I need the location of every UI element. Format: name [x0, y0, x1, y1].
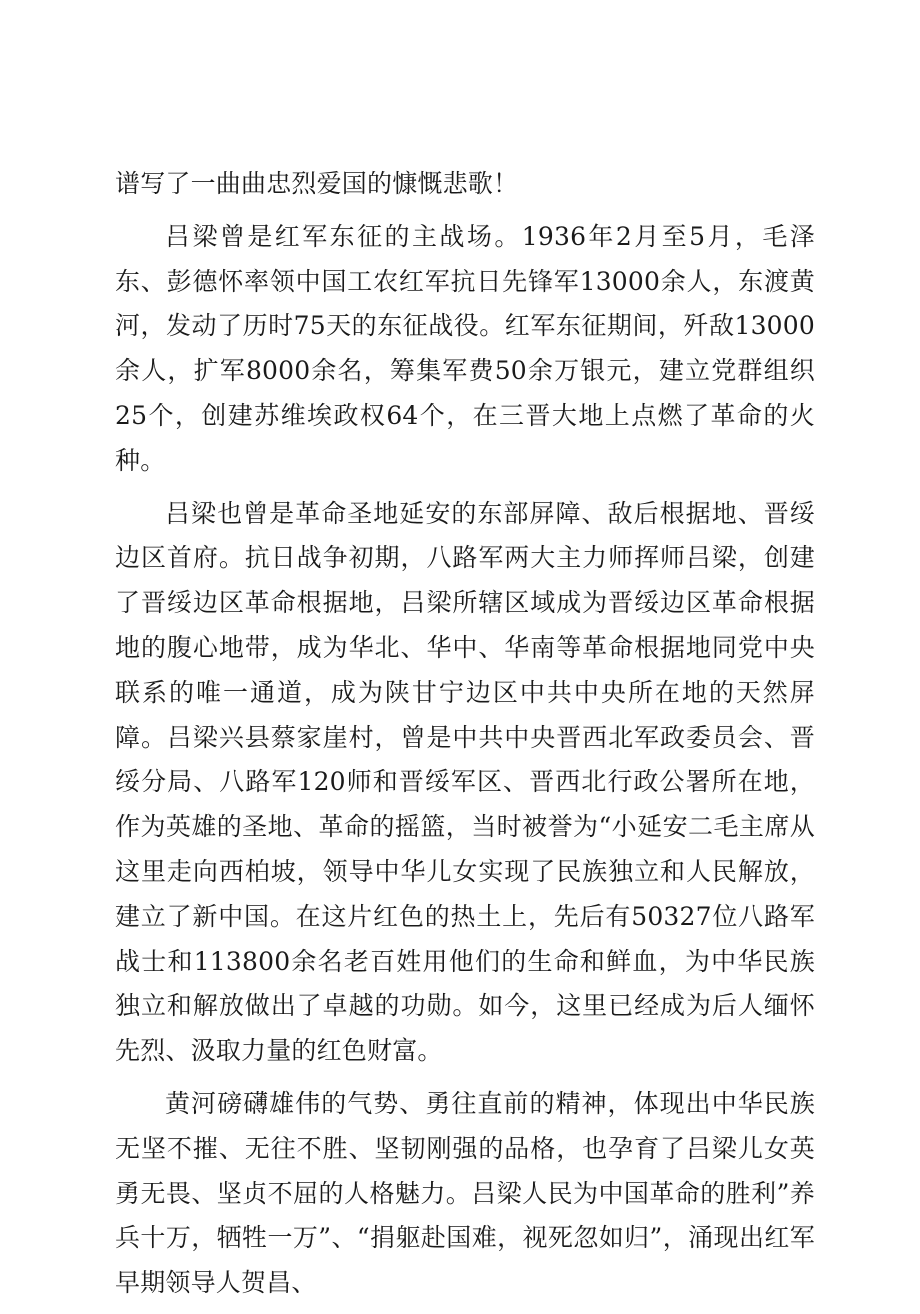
paragraph-1: 谱写了一曲曲忠烈爱国的慷慨悲歌！	[115, 169, 519, 198]
paragraph-3: 吕梁也曾是革命圣地延安的东部屏障、敌后根据地、晋绥边区首府。抗日战争初期，八路军两大主力师挥师吕梁，创建了晋绥边区革命根据地，吕梁所辖区域成为晋绥边区革命根据地的腹心地带，成为华北、华中、华南等革命根据地同党中央联系的唯一通道，成为陕甘宁边区中共中央所在地的天然屏障。吕梁兴县蔡家崖村，曾是中共中央晋西北军政委员会、晋绥分局、八路军120师和晋绥军区、晋西北行政公署所在地，作为英雄的圣地、革命的摇篮，当时被誉为“小延安二毛主席从这里走向西柏坡，领导中华儿女实现了民族独立和人民解放，建立了新中国。在这片红色的热土上，先后有50327位八路军战士和113800余名老百姓用他们的生命和鲜血，为中华民族独立和解放做出了卓越的功勋。如今，这里已经成为后人缅怀先烈、汲取力量的红色财富。	[115, 498, 815, 1066]
paragraph-4: 黄河磅礴雄伟的气势、勇往直前的精神，体现出中华民族无坚不摧、无往不胜、坚韧刚强的品格，也孕育了吕梁儿女英勇无畏、坚贞不屈的人格魅力。吕梁人民为中国革命的胜利”养兵十万，牺牲一万”、“捐躯赴国难，视死忽如归”，涌现出红军早期领导人贺昌、	[115, 1088, 815, 1298]
document-body	[115, 162, 815, 1314]
paragraph-2: 吕梁曾是红军东征的主战场。1936年2月至5月，毛泽东、彭德怀率领中国工农红军抗日先锋军13000余人，东渡黄河，发动了历时75天的东征战役。红军东征期间，歼敌13000余人，扩军8000余名，筹集军费50余万银元，建立党群组织25个，创建苏维埃政权64个，在三晋大地上点燃了革命的火种。	[115, 221, 815, 475]
